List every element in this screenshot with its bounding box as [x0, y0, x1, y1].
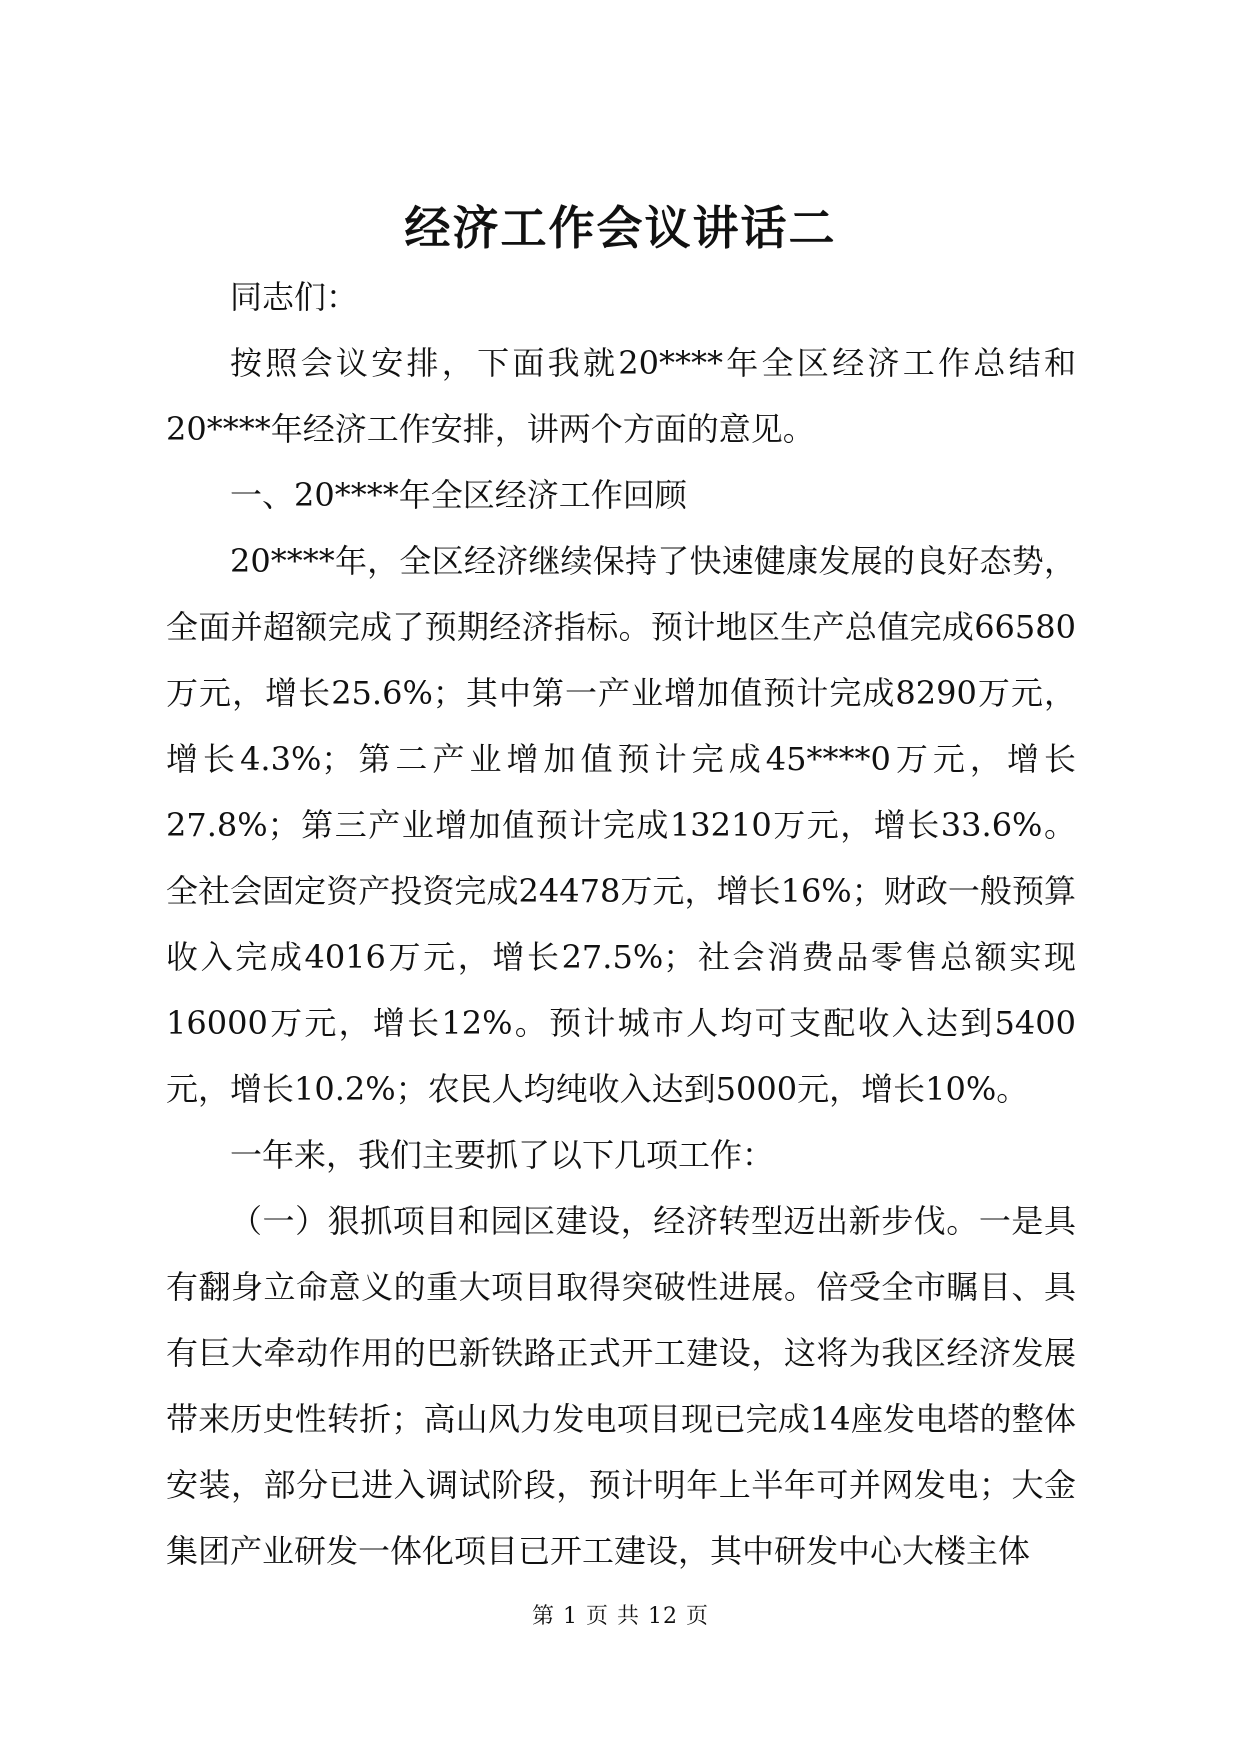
paragraph-projects: （一）狠抓项目和园区建设，经济转型迈出新步伐。一是具有翻身立命意义的重大项目取得突破性进展。倍受全市瞩目、具有巨大牵动作用的巴新铁路正式开工建设，这将为我区经济发展带来历史性转折；高山风力发电项目现已完成14座发电塔的整体安装，部分已进入调试阶段，预计明年上半年可并网发电；大金集团产业研发一体化项目已开工建设，其中研发中心大楼主体	[166, 1202, 1076, 1570]
page-footer: 第 1 页 共 12 页	[532, 1604, 709, 1629]
paragraph-work-intro: 一年来，我们主要抓了以下几项工作：	[230, 1136, 775, 1174]
paragraph-intro: 按照会议安排，下面我就20****年全区经济工作总结和20****年经济工作安排，讲两个方面的意见。	[166, 344, 1076, 448]
section-heading-review: 一、20****年全区经济工作回顾	[230, 476, 687, 514]
document-body	[166, 264, 1076, 1584]
paragraph-economic-summary: 20****年，全区经济继续保持了快速健康发展的良好态势，全面并超额完成了预期经济指标。预计地区生产总值完成66580万元，增长25.6%；其中第一产业增加值预计完成8290万元，增长4.3%；第二产业增加值预计完成45****0万元，增长27.8%；第三产业增加值预计完成13210万元，增长33.6%。全社会固定资产投资完成24478万元，增长16%；财政一般预算收入完成4016万元，增长27.5%；社会消费品零售总额实现16000万元，增长12%。预计城市人均可支配收入达到5400元，增长10.2%；农民人均纯收入达到5000元，增长10%。	[166, 542, 1076, 1108]
paragraph-greeting: 同志们：	[230, 278, 359, 316]
document-title: 经济工作会议讲话二	[404, 201, 837, 255]
